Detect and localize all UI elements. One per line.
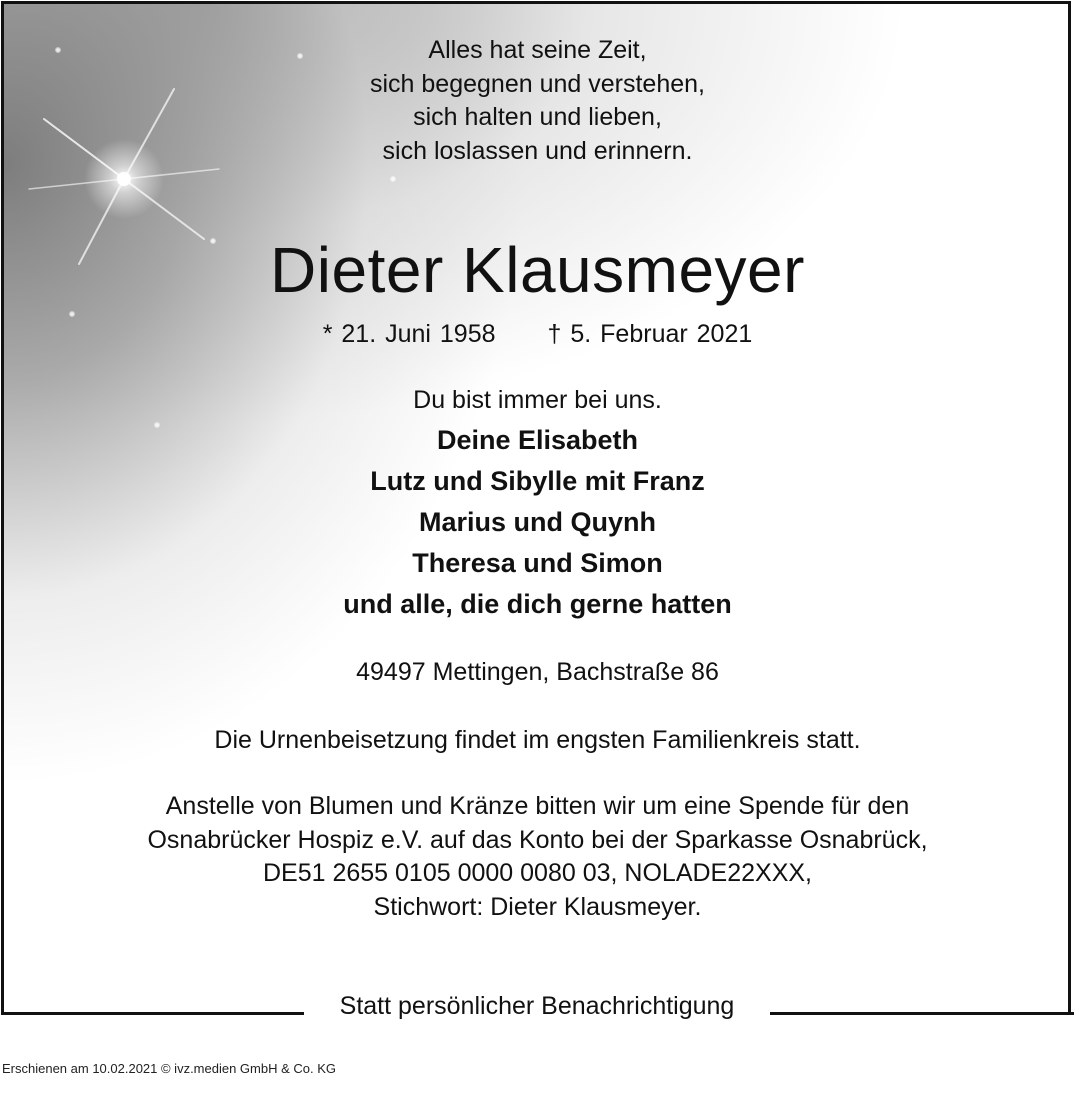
deceased-name: Dieter Klausmeyer: [270, 234, 805, 306]
poem-line: Alles hat seine Zeit,: [428, 36, 647, 64]
star-dot-icon: [69, 311, 75, 317]
donation-line: DE51 2655 0105 0000 0080 03, NOLADE22XXX,: [262, 859, 812, 887]
poem-line: sich halten und lieben,: [413, 103, 662, 131]
notice-caption: Statt persönlicher Benachrichtigung: [339, 992, 735, 1020]
publisher-credit: Erschienen am 10.02.2021 © ivz.medien GmbH & Co. KG: [2, 1061, 337, 1076]
bottom-rule-right: [770, 1012, 1074, 1015]
mourner: und alle, die dich gerne hatten: [343, 589, 732, 619]
life-dates: [0, 318, 1075, 350]
birth-date: * 21. Juni 1958: [322, 320, 496, 348]
mourner: Deine Elisabeth: [436, 425, 639, 455]
address: 49497 Mettingen, Bachstraße 86: [356, 658, 719, 686]
donation-note: [0, 790, 1075, 924]
poem: [0, 34, 1075, 168]
death-date: † 5. Februar 2021: [547, 320, 753, 348]
burial-note: Die Urnenbeisetzung findet im engsten Familienkreis statt.: [214, 726, 861, 754]
poem-line: sich loslassen und erinnern.: [382, 136, 693, 165]
donation-line: Stichwort: Dieter Klausmeyer.: [373, 892, 702, 921]
mourners-list: [0, 420, 1075, 625]
donation-line: Osnabrücker Hospiz e.V. auf das Konto bei der Sparkasse Osnabrück,: [147, 825, 928, 854]
star-dot-icon: [390, 176, 396, 182]
mourner: Theresa und Simon: [412, 548, 663, 578]
donation-line: Anstelle von Blumen und Kränze bitten wir um eine Spende für den: [165, 792, 910, 820]
bottom-rule-left: [1, 1012, 304, 1015]
poem-line: sich begegnen und verstehen,: [370, 69, 705, 98]
mourner: Marius und Quynh: [418, 507, 656, 537]
mourner: Lutz und Sibylle mit Franz: [370, 466, 705, 496]
motto: Du bist immer bei uns.: [413, 386, 662, 414]
